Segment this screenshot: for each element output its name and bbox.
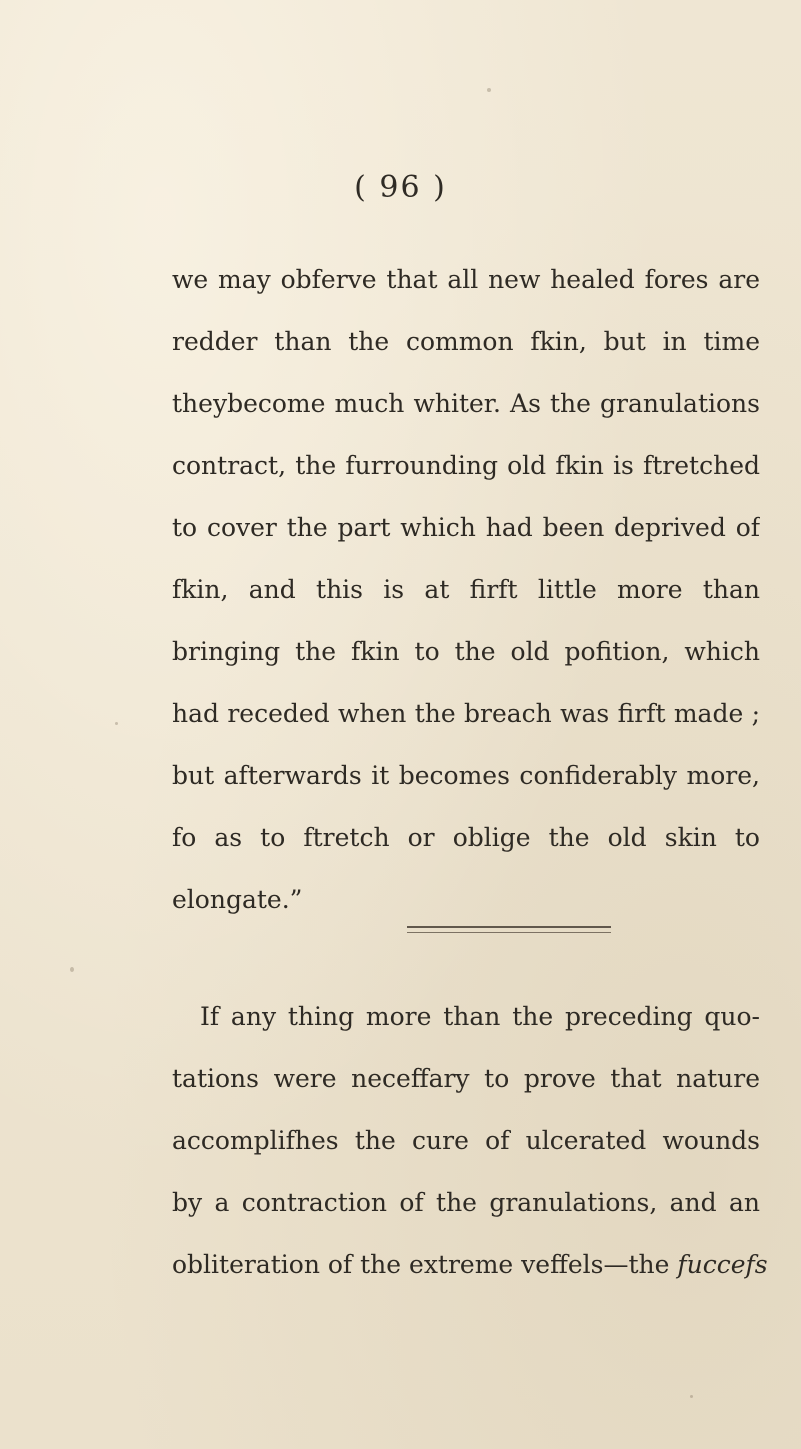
text-line: contract, the furrounding old fkin is ftretched xyxy=(172,451,760,480)
text-line: fo as to ftretch or oblige the old skin to xyxy=(172,823,760,852)
catchword: fuccefs xyxy=(677,1250,768,1279)
paper-speck xyxy=(487,88,491,92)
text-line: tations were neceffary to prove that nature xyxy=(172,1064,760,1093)
text-line: had receded when the breach was firft made ; xyxy=(172,699,760,728)
text-line: accomplifhes the cure of ulcerated wounds xyxy=(172,1126,760,1155)
text-main: obliteration of the extreme veffels—the xyxy=(172,1250,678,1279)
section-divider xyxy=(407,926,611,933)
text-line: theybecome much whiter. As the granulations xyxy=(172,389,760,418)
text-line: If any thing more than the preceding quo- xyxy=(200,1002,760,1031)
text-line-last xyxy=(172,1250,768,1280)
text-line: fkin, and this is at firft little more than xyxy=(172,575,760,604)
text-line: redder than the common fkin, but in time xyxy=(172,327,760,356)
paper-speck xyxy=(690,1395,693,1398)
paper-speck xyxy=(115,722,118,725)
paper-speck xyxy=(70,967,74,972)
text-line: but afterwards it becomes confiderably more, xyxy=(172,761,760,790)
text-line: to cover the part which had been deprived of xyxy=(172,513,760,542)
text-line: we may obferve that all new healed fores are xyxy=(172,265,760,294)
text-line: elongate.” xyxy=(172,885,303,914)
text-line: bringing the fkin to the old pofition, which xyxy=(172,637,760,666)
page-number: ( 96 ) xyxy=(354,170,447,205)
text-line: by a contraction of the granulations, and an xyxy=(172,1188,760,1217)
paper-speck xyxy=(430,466,433,469)
